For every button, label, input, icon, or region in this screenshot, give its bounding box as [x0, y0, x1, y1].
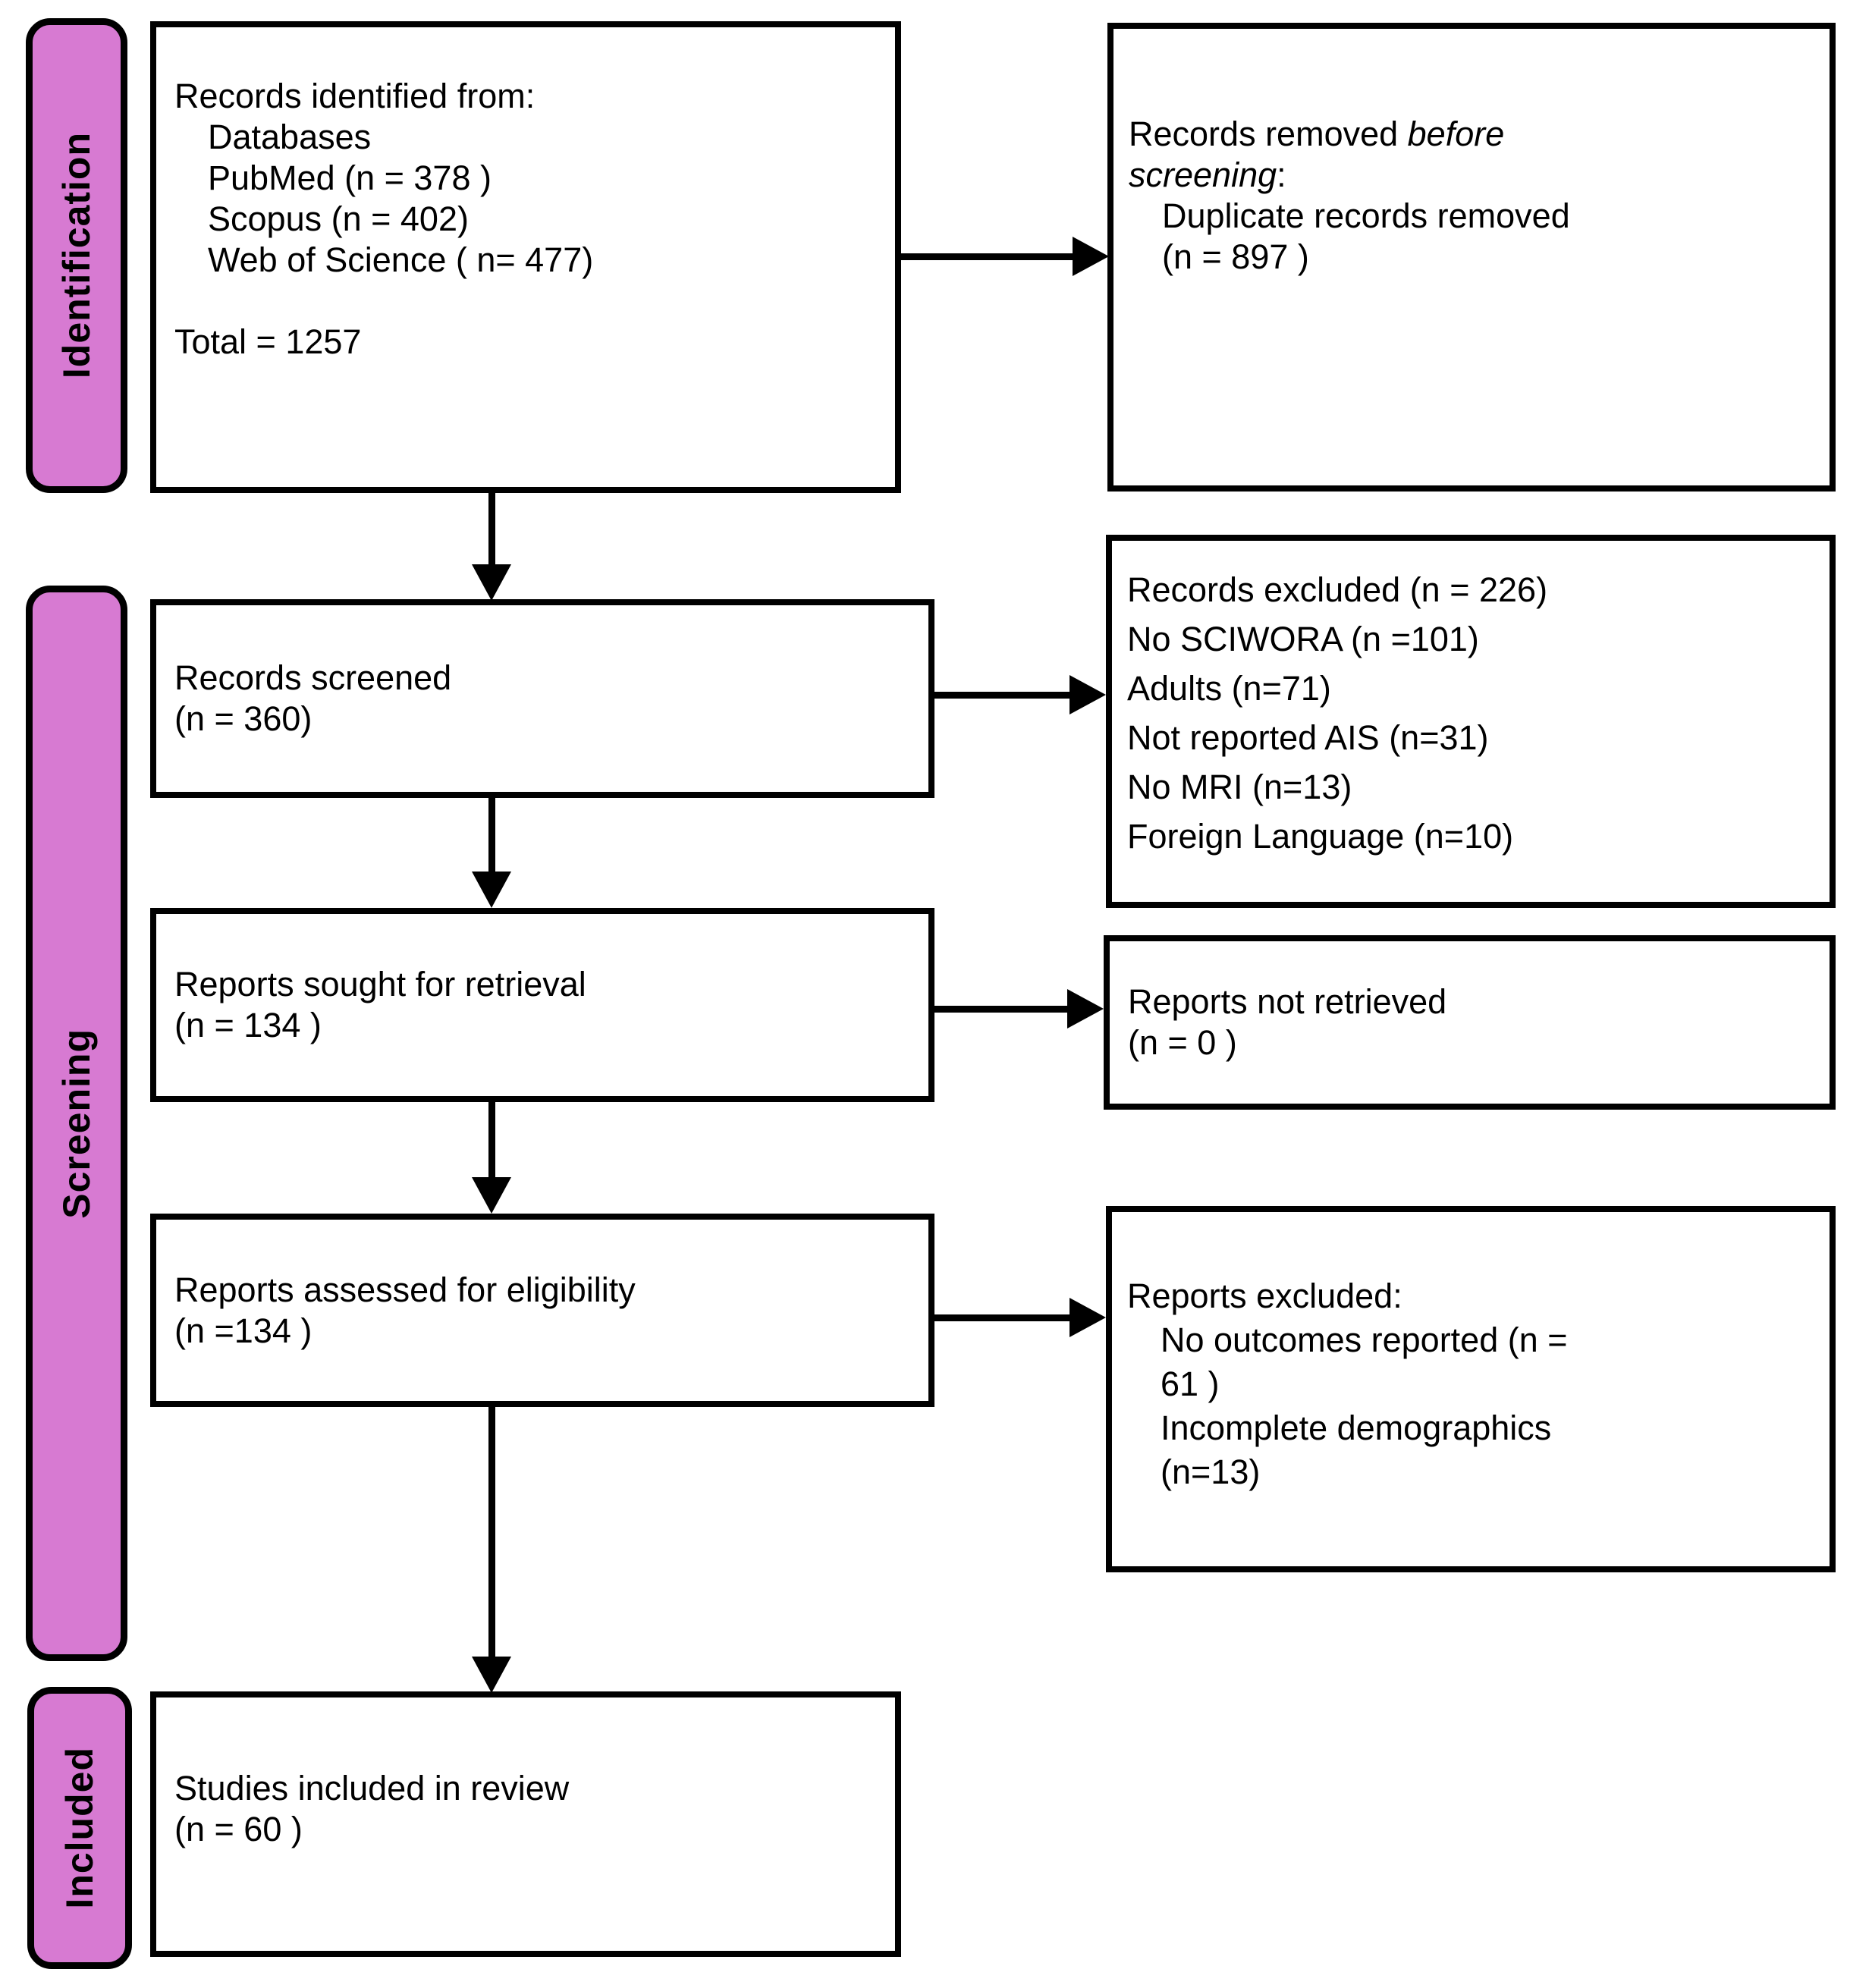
text-line: Web of Science ( n= 477): [208, 240, 594, 279]
stage-label-included: [27, 1687, 132, 1969]
stage-label-included-text: Included: [58, 1747, 101, 1909]
text-line: Reports not retrieved: [1128, 982, 1447, 1021]
blank-line: [174, 281, 880, 322]
arrow-screened-to-excluded: [934, 675, 1106, 714]
text-line: 61 ): [1161, 1365, 1220, 1403]
text-line: Records identified from:: [174, 77, 536, 115]
box-records-removed: [1107, 23, 1836, 492]
arrow-shaft: [934, 1314, 1076, 1321]
arrow-assessed-to-reports-excluded: [934, 1298, 1106, 1337]
stage-label-screening: [26, 586, 127, 1661]
arrow-head: [1067, 989, 1104, 1029]
text-line: (n=13): [1161, 1453, 1261, 1491]
text-line: [1129, 114, 1808, 155]
arrow-sought-to-assessed: [472, 1102, 511, 1214]
text-line: (n =134 ): [174, 1311, 313, 1350]
arrow-shaft: [488, 1407, 495, 1663]
text-line: Total = 1257: [174, 322, 362, 361]
text-line: (n = 360): [174, 699, 313, 738]
arrow-head: [1069, 675, 1106, 714]
text-line: Adults (n=71): [1127, 669, 1331, 708]
text-line: Reports sought for retrieval: [174, 965, 586, 1003]
box-reports-assessed: [150, 1214, 934, 1407]
text-line: Reports assessed for eligibility: [174, 1270, 636, 1309]
text-line: No SCIWORA (n =101): [1127, 620, 1479, 658]
arrow-screened-to-sought: [472, 798, 511, 908]
arrow-head: [472, 1657, 511, 1693]
text-line: Not reported AIS (n=31): [1127, 718, 1489, 757]
text-line: Studies included in review: [174, 1769, 570, 1807]
box-reports-not-retrieved: [1104, 935, 1836, 1110]
text-line: PubMed (n = 378 ): [208, 159, 492, 197]
box-studies-included: [150, 1691, 901, 1957]
arrow-head: [472, 1177, 511, 1214]
text-segment: :: [1277, 155, 1286, 194]
arrow-identified-to-screened: [472, 492, 511, 601]
arrow-assessed-to-included: [472, 1407, 511, 1693]
arrow-sought-to-not-retrieved: [934, 989, 1104, 1029]
text-line: Reports excluded:: [1127, 1277, 1402, 1315]
text-line: Records excluded (n = 226): [1127, 570, 1548, 609]
text-line: No outcomes reported (n =: [1161, 1321, 1568, 1359]
text-line: Records screened: [174, 658, 452, 697]
text-line: Incomplete demographics: [1161, 1409, 1552, 1447]
arrow-head: [472, 564, 511, 601]
text-line: Foreign Language (n=10): [1127, 817, 1514, 856]
stage-label-identification: [26, 18, 127, 493]
arrow-head: [472, 872, 511, 908]
text-segment-italic: screening: [1129, 155, 1277, 194]
text-line: Scopus (n = 402): [208, 199, 469, 238]
box-records-identified: [150, 21, 901, 493]
text-line: (n = 134 ): [174, 1006, 322, 1044]
arrow-shaft: [488, 798, 495, 878]
arrow-shaft: [934, 1006, 1073, 1013]
text-segment: Records removed: [1129, 115, 1408, 153]
box-reports-sought: [150, 908, 934, 1102]
arrow-shaft: [934, 692, 1076, 699]
text-line: Databases: [208, 118, 372, 156]
arrow-identified-to-removed: [901, 237, 1109, 276]
box-reports-excluded: [1106, 1206, 1836, 1572]
arrow-head: [1073, 237, 1109, 276]
text-line: (n = 60 ): [174, 1810, 303, 1848]
arrow-head: [1069, 1298, 1106, 1337]
box-records-excluded: [1106, 535, 1836, 908]
text-line: (n = 0 ): [1128, 1023, 1237, 1062]
box-records-screened: [150, 599, 934, 798]
arrow-shaft: [488, 492, 495, 570]
arrow-shaft: [901, 253, 1079, 260]
text-line: No MRI (n=13): [1127, 768, 1352, 806]
text-line: Duplicate records removed: [1162, 196, 1570, 235]
arrow-shaft: [488, 1102, 495, 1183]
text-line: [1129, 155, 1808, 196]
stage-label-screening-text: Screening: [55, 1028, 98, 1219]
stage-label-identification-text: Identification: [55, 132, 98, 379]
text-segment-italic: before: [1407, 115, 1505, 153]
text-line: (n = 897 ): [1162, 237, 1309, 276]
